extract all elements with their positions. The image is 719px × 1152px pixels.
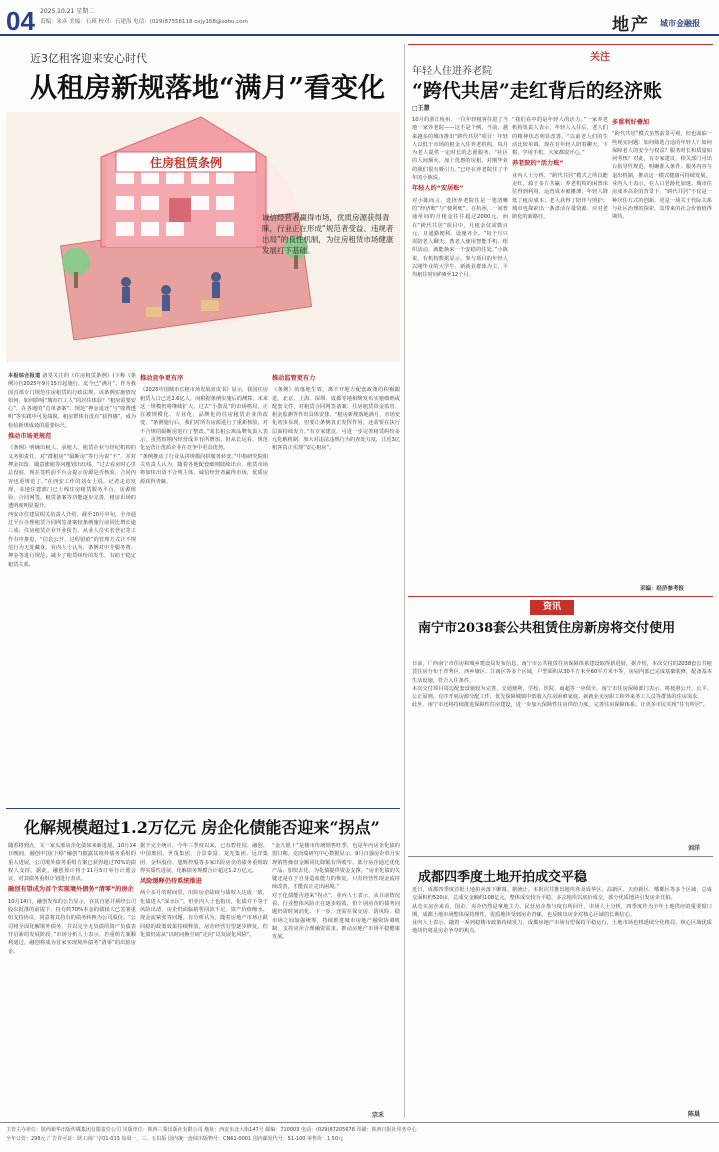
elderly-subhead-1: 年轻人的“安居账”: [412, 185, 464, 193]
staff-line: 责编：朱彦 美编：石瑛 校对：石建海 电话：(029)87558118 cxjy168@sohu.com: [40, 19, 249, 25]
elderly-author: □王慧: [412, 105, 430, 112]
elderly-paragraph-1: 10月的浙江杭州，一位年轻租客住进了当地一家养老院——这不是个例。当前，越来越多的城市推出“跨代共居”项目：年轻人以低于市场的租金入住养老机构，每月为老人提供一定时长的志愿服务。“社区的人间烟火，加上优惠的房租，对刚毕业的我们很有吸引力。”已经在养老院住了半年的小陈说。: [412, 117, 508, 182]
focus-tag: 关注: [590, 52, 610, 63]
lead-paragraph-4: 《2025中国城市长租市场发展蓝皮书》显示，我国住房租赁人口已近2.6亿人，而根据条例实施后的测算，未来这一规模仍将继续扩大。过去“小散乱”的市场格局，正在被规模化、专业化、品牌化的住房租赁企业所改变。“条例施行后，我们对所有房源进行了重新核验，对不合规的隔断房进行了整改。”某长租公寓品牌负责人表示，虽然短期内经营成本有所增加，但从长远看，规范化运营让优质企业在竞争中更具优势。: [140, 387, 268, 452]
finance-paragraph-6: 对于化债能否迎来“拐点”，业内人士表示，从目前情况看，行业整体风险正在逐步收敛，但个别房企的债务问题仍需时间消化。下一步，还需在保交房、防风险、稳市场之间加强统筹，持续推进城市房地产融资协调机制，支持房企合理融资需求，推动房地产市场平稳健康发展。: [272, 892, 400, 941]
finance-paragraph-1: 随着将到点，又一家头部房企化债如来新进展。10月14日晚间，融创中国(下称“融创”)披露其境外债务重组的重大进展，公司境外债务重组方案已获得超过70%的债权人支持。据此，融创预计将于11月5日举行计划会议，对其债务重组计划进行表决。: [8, 843, 136, 883]
finance-subhead-2: 风险缓释仍待系统推进: [140, 878, 202, 886]
page-number: 04: [6, 6, 35, 36]
nanning-paragraph-3: 此外，南宁市还将持续推进保障性住房建设，进一步加大保障性住房供给力度，完善住房保障体系，让更多市民实现“住有所居”。: [412, 702, 708, 709]
nanning-paragraph-2: 本次交付项目周边配套设施较为完善，交通便利，学校、医院、商超等一应俱全。南宁市住房保障部门表示，将按照公开、公平、公正原则，有序开展房源分配工作，优先保障城镇中低收入住房困难家庭、新就业无房职工和外来务工人员等群体的住房需求。: [412, 685, 712, 701]
chengdu-paragraph-1: 近日，成都四季度首批土地拍卖落下帷幕。据统计，本批次共推出地块涉及成华区、高新区、天府新区、郫都区等多个区域，总成交面积约520亩，总成交金额约108亿元，整体成交较为平稳，多宗地块以底价成交，部分优质地块引发房企竞拍。: [412, 887, 712, 902]
footer-line-1: 主管主办单位：陕西新华出版传媒集团有限责任公司 出版单位：陕西三秦出版社有限公司 地址：西安市北大街147号 邮编：710003 电话：(029)87205678 印刷：陕西日报社印务中心: [6, 1127, 417, 1133]
lead-headline: 从租房新规落地“满月”看变化: [30, 73, 386, 104]
lead-paragraph-3: 西安市住建局相关负责人介绍，截至10月中旬，全市通过平台办理租赁合同网签备案较条例施行前同比增长逾三成；住房租赁企业开业报告、从业人员实名登记等工作有序推进，“信息公开、过程留痕”的管理方式让不规范行为无处藏身。业内人士认为，条例对中介服务费、押金等进行规范，减少了租赁纠纷的发生，有助于稳定租赁关系。: [8, 511, 136, 568]
chengdu-paragraph-3: 业内人士表示，随着一系列稳楼市政策持续发力，成都房地产市场有望保持平稳运行，土地市场也将延续分化格局，核心区域优质地块仍将是房企争夺的焦点。: [412, 920, 712, 935]
issue-date: 2025.10.21 星期二: [40, 8, 95, 15]
finance-headline: 化解规模超过1.2万亿元 房企化债能否迎来“拐点”: [24, 818, 380, 837]
lead-paragraph-5: “条例推动了行业从拼规模向拼服务转变。”中指研究院相关负责人认为，随着各地配套细则陆续出台，租赁市场将加快出清不合规主体，诚信经营者赢得市场，优质房源获得青睐。: [140, 453, 268, 485]
elderly-paragraph-5: “跨代共居”模式虽然前景可观，但也面临一些现实问题：如何筛选合适的年轻人？如何保障老人的安全与权益？服务时长和质量如何考核？对此，有专家建议，相关部门可出台指导性规范，明确准入条件、服务内容与退出机制，推动这一模式健康可持续发展。: [612, 131, 712, 179]
nanning-author: 刘洋: [688, 845, 701, 852]
finance-paragraph-3: 据不完全统计，今年三季度以来，已有碧桂园、融创、中国奥园、世茂集团、合景泰富、龙光集团、远洋集团、金科股份、旭辉控股等多家出险房企的债务重组取得实质性进展，化解债务规模合计超过1.2万亿元。: [140, 843, 268, 874]
elderly-kicker: 年轻人住进养老院: [412, 66, 492, 77]
lead-in: 本报综合报道: [8, 373, 41, 379]
finance-author: 宗禾: [372, 1112, 385, 1119]
finance-paragraph-4: 两个多月的时间里，出险房企陆续与债权人达成一致，化债进入“深水区”。但业内人士也指出，化债并不等于风险出清，房企仍面临销售回款不足、资产价值缩水、现金流紧张等问题。有分析认为，随着房地产市场止跌回稳的政策效果持续释放，房企经营有望逐步修复，但化债仍需从“以时间换空间”走向“以发展化风险”。: [140, 890, 268, 938]
lead-subhead-1: 推动市场更规范: [8, 433, 52, 441]
section-subname: 城市金融报: [660, 19, 700, 28]
chengdu-body: [412, 886, 712, 1108]
elderly-paragraph-4: 业内人士分析，“跨代共居”模式之所以能走红，源于多方共赢：养老机构的闲置床位得到利用、运营成本被摊薄；年轻人降低了租房成本；老人获得了陪伴与照护；城市也探索出一条盘活存量资源、应对老龄化的新路径。: [512, 172, 608, 221]
illustration-sign: 住房租赁条例: [149, 156, 223, 170]
elderly-body-col-2: [512, 116, 608, 592]
lead-subhead-3: 推动监管更有力: [272, 375, 316, 382]
lead-caption: 诚信经营者赢得市场，优质房源获得青睐，行业正在形成“规范者受益、违规者出局”的良性机制，为住房租赁市场健康发展打下基础。: [262, 213, 394, 255]
info-top-rule: [408, 596, 713, 597]
finance-paragraph-5: “金九银十”是楼市传统销售旺季，也是年内房企化债的窗口期。克而瑞研究中心数据显示，9月百强房企单月实现销售操盘金额同比降幅有所收窄，部分房企通过优化产品、加快去化，为化债提供资金支撑。“房企化债的关键还是在于自身造血能力的恢复，只有经营性现金流持续改善，才能真正走出困境。”: [272, 843, 400, 891]
elderly-headline: “跨代共居”走红背后的经济账: [412, 80, 662, 102]
elderly-subhead-2: 养老院的“活力账”: [512, 160, 564, 168]
lead-body-col-3: [272, 372, 400, 804]
masthead: [0, 0, 719, 36]
finance-body-col-3: [272, 842, 400, 1108]
elderly-paragraph-3: “我们看中的是年轻人的活力。”一家养老机构负责人表示，年轻人入住后，老人们的精神状态明显改善。“以前老人们的生活比较单调，现在有年轻人陪着聊天、下棋、学用手机，大家都很开心。”: [512, 117, 608, 157]
elderly-paragraph-6: 业内人士表示，在人口老龄化加速、城市住房成本高企的背景下，“跨代共居”不仅是一种居住方式的创新，更是一场关于代际关系与社区治理的探索，其带来的社会价值值得期待。: [612, 181, 712, 221]
elderly-body-col-1: [412, 116, 508, 592]
focus-top-rule: [408, 44, 713, 45]
nanning-paragraph-1: 日前，广西南宁市住房和城乡建设局发布信息，南宁市公共租赁住房保障体系建设取得新进展。据介绍，本次交付的2038套公共租赁住房分布于青秀区、西乡塘区、江南区等多个区域，户型面积从30平方米至60平方米不等，房屋内部已完成基础装修，配备基本生活设施，符合入住条件。: [412, 661, 712, 684]
nanning-body: [412, 660, 712, 842]
finance-body-col-2: [140, 842, 268, 1118]
elderly-body-col-3: [612, 116, 712, 582]
lead-paragraph-1: 备受关注的《住房租赁条例》(下称《条例》)自2025年9月15日起施行，迄今已“满月”。作为我国首部专门规范住房租赁的行政法规，该条例实施情况如何，如何影响“城市打工人”的居住体验？“租房需要安心”，在各地的“首单备案”、规范“押金退还”与“收费透明”等实践中可见端倪。租房群体有没有“获得感”，成为检验新规成效的重要标尺。: [8, 373, 136, 429]
nanning-headline: 南宁市2038套公共租赁住房新房将交付使用: [418, 621, 676, 636]
chengdu-top-rule: [408, 856, 713, 857]
finance-body-col-1: [8, 842, 136, 1118]
elderly-paragraph-2: 对小陈而言，选择养老院住是一笔清晰的“经济账”与“便利账”。在杭州，一间普通单间的月租金往往超过2000元，而在“跨代共居”项目中，月租金仅需数百元，且通勤便利、设施齐全。“每个月只需陪老人聊天、教老人使用智能手机、组织活动，就能换来一个安稳的住处。”小陈说。有机构数据显示，参与项目的年轻人以刚毕业的大学生、新就业群体为主，平均租住时间约6至12个月。: [412, 197, 508, 279]
info-tag: 资讯: [530, 600, 574, 615]
elderly-source: 采编：经济参考报: [640, 586, 685, 592]
finance-paragraph-2: 10月14日，融创发布的公告显示，在其自愿并须经公司股东批准的前提下，持有约70%本金的债权人已签署重组支持协议，同意将其持有的债务转换为公司股份。“公司将全面化解境外债务，并以完全无负债的资产负债表开启新的发展阶段。”市场分析人士表示，若重组方案顺利通过，融创将成为首家实现境外债务“清零”的出险房企。: [8, 898, 136, 955]
lead-subhead-2: 推动竞争更有序: [140, 375, 184, 382]
column-separator: [404, 44, 405, 1118]
section-name: 地产: [612, 15, 650, 35]
lead-body-col-2: [140, 372, 268, 804]
section-divider: [6, 808, 400, 809]
chengdu-paragraph-2: 从竞买房企来看，国企、央企仍然是拿地主力，民营房企参与度有所回升。市场人士分析，四季度作为全年土地供应的重要窗口期，成都土地市场整体保持理性，优质地块受到房企青睐，也反映出房企对核心区域的长期信心。: [412, 903, 712, 918]
chengdu-headline: 成都四季度土地开拍成交平稳: [418, 870, 588, 885]
footer-line-2: 全年订价：298元 广告许可证：陕工商广字01-013 每周一、三、五出版 国内统一连续出版物号：CN61-0001 国内邮发代号：51-100 零售价：1.50元: [6, 1136, 344, 1142]
chengdu-author: 陈晨: [688, 1111, 701, 1118]
lead-kicker: 近3亿租客迎来安心时代: [30, 52, 147, 65]
finance-subhead-1: 融创有望成为首个实现境外债务“清零”的房企: [8, 886, 134, 894]
lead-body-col-1: [8, 372, 136, 804]
lead-paragraph-2: 《条例》明确出租人、承租人、租赁企业与经纪机构的义务和责任，对“群租房”“隔断房”等行为说“不”，并对押金扣留、随意涨租等问题划出红线。“过去看房时心里总没底，现在签约前平台会提示房源是否核验，合同内容也更规范了。”在西安工作的刘女士说。记者走访发现，多地住建部门已上线住房租赁服务平台，房源核验、合同网签、租赁备案等功能逐步完善，租房市场的透明度明显提升。: [8, 445, 136, 510]
page-footer: [0, 1122, 719, 1152]
elderly-subhead-3: 多重利好叠加: [612, 119, 650, 126]
lead-paragraph-6: 《条例》的落地生效，离不开地方配套政策的积极跟进。北京、上海、深圳、成都等地相继发布实施细则或配套文件，对租赁合同网签备案、住房租赁资金监管、租金监测等作出具体安排。“租房新规落地满月，市场变化初步显现，但要让条例真正发挥作用，还需要在执行层面持续发力。”有专家建议，可进一步完善租赁纠纷多元化解机制，加大对违法违规行为的查处力度，让近3亿租客真正实现“安心租房”。: [272, 387, 400, 452]
